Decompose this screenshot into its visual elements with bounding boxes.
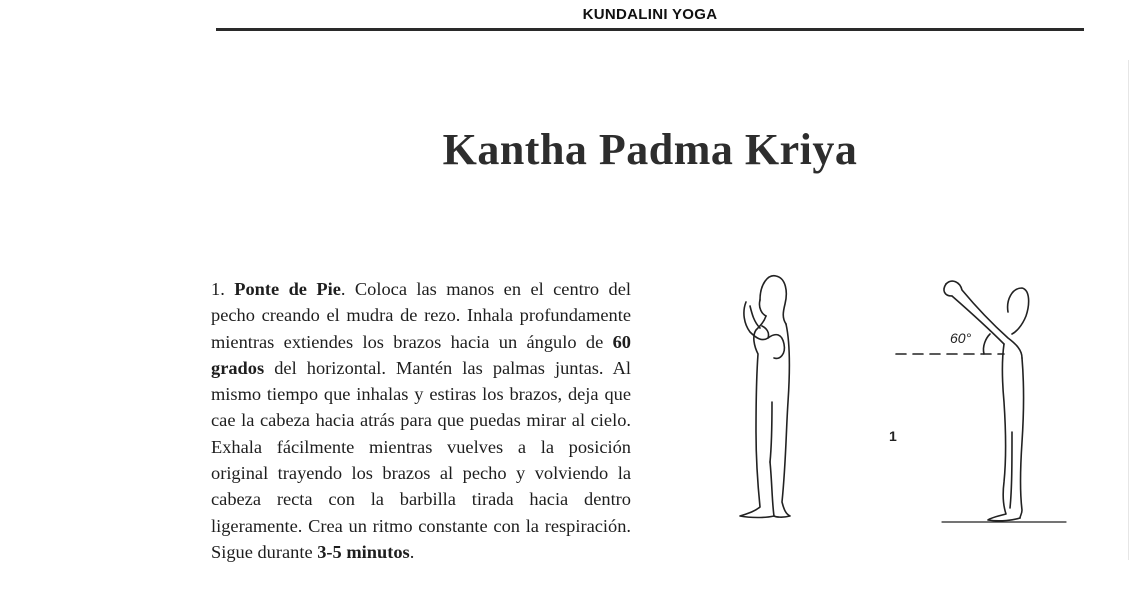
- step-text-part-2: del horizontal. Mantén las palmas juntas. Al mismo tiempo que inhalas y estiras los brazos, deja que cae la cabeza hacia atrás para que puedas mirar al cielo. Exhala fácilmente mientras vuelves a la posición original trayendo los brazos al pecho y volviendo la cabeza recta con la barbilla tirada hacia dentro ligeramente. Crea un ritmo constante con la respiración. Sigue durante: [211, 357, 631, 562]
- standing-prayer-figure: [740, 276, 790, 518]
- page-title: Kantha Padma Kriya: [442, 125, 858, 174]
- running-header-title: KUNDALINI YOGA: [582, 6, 718, 23]
- instruction-paragraph: [211, 276, 631, 565]
- step-text-part-3: .: [409, 541, 415, 562]
- page-edge-shadow: [1128, 60, 1129, 560]
- step-number: 1.: [211, 279, 225, 299]
- angle-emphasis: 60 grados: [211, 331, 631, 378]
- figure-number-label: 1: [889, 428, 897, 444]
- header-rule: [216, 28, 1084, 31]
- duration-emphasis: 3-5 minutos: [317, 541, 410, 562]
- arms-raised-figure: [896, 281, 1066, 522]
- angle-annotation: 60°: [950, 330, 972, 346]
- posture-illustration: [690, 262, 1110, 542]
- step-text-part-1: . Coloca las manos en el centro del pecho creando el mudra de rezo. Inhala profundamente mientras extiendes los brazos hacia un ángulo de: [211, 279, 631, 352]
- step-heading: Ponte de Pie: [234, 279, 341, 299]
